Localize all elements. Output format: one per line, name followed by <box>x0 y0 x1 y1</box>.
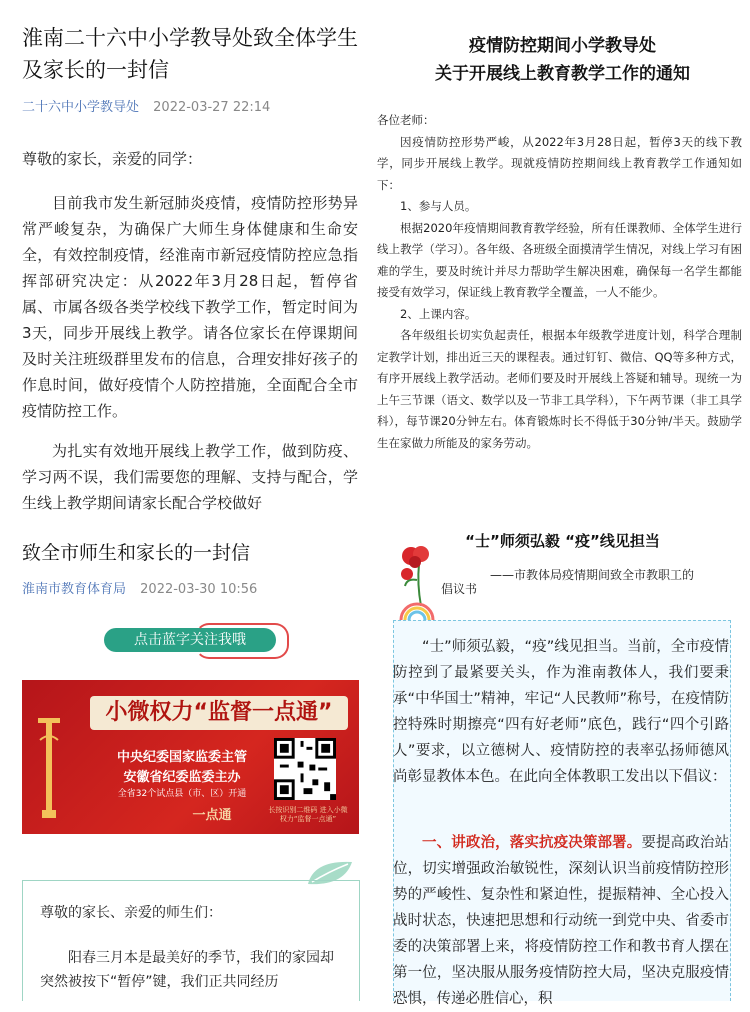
page-title: 淮南二十六中小学教导处致全体学生及家长的一封信 <box>22 26 358 82</box>
proposal-point <box>393 830 729 1012</box>
notice-heading: 1、参与人员。 <box>400 199 477 213</box>
author-link[interactable]: 淮南市教育体育局 <box>22 582 127 597</box>
panel-notice-online-teaching <box>375 0 750 500</box>
body-paragraph: 目前我市发生新冠肺炎疫情，疫情防控形势异常严峻复杂，为确保广大师生身体健康和生命安全，有效控制疫情，经淮南市新冠疫情防控应急指挥部研究决定：从2022年3月28日起，暂停省属、市属各级各类学校线下教学工作，暂定时间为3天，同步开展线上教学。请各位家长在停课期间及时关注班级群里发布的信息，合理安排好孩子的作息时间，做好疫情个人防控措施，全面配合全市疫情防控工作。 <box>22 194 358 420</box>
ad-banner[interactable] <box>22 680 359 834</box>
notice-body <box>377 110 742 454</box>
notice-paragraph: 因疫情防控形势严峻，从2022年3月28日起，暂停3天的线下教学，同步开展线上教学。现就疫情防控期间线上教育教学工作通知如下： <box>377 134 742 192</box>
carnation-flower-icon <box>393 544 441 608</box>
qr-caption: 长按识别二维码 进入小微权力“监督一点通” <box>268 806 348 823</box>
follow-button[interactable]: 点击蓝字关注我哦 <box>104 628 276 652</box>
article-meta <box>22 96 270 115</box>
notice-title-line1: 疫情防控期间小学教导处 <box>469 36 656 56</box>
qr-code-icon[interactable] <box>274 738 336 800</box>
banner-line: 中央纪委国家监委主管 <box>116 750 247 765</box>
highlight-ring <box>195 623 289 659</box>
banner-line: 安徽省纪委监委主办 <box>123 770 241 785</box>
publish-time: 2022-03-30 10:56 <box>140 582 258 597</box>
banner-logo: 一点通 <box>192 808 232 823</box>
banner-line: 全省32个试点县（市、区）开通 <box>117 789 247 799</box>
salutation: 各位老师： <box>377 113 435 127</box>
notice-paragraph: 根据2020年疫情期间教育教学经验，所有任课教师、全体学生进行线上教学（学习）。各年级、各班级全面摸清学生情况，对线上学习有困难的学生，要及时统计并尽力帮助学生解决困难，确保每一名学生都能接受有效学习，保证线上教育教学全覆盖，一人不能少。 <box>377 220 742 299</box>
article-meta <box>22 578 257 597</box>
rainbow-icon <box>398 600 436 622</box>
point-heading: 一、讲政治，落实抗疫决策部署。 <box>422 835 642 851</box>
proposal-title: “士”师须弘毅 “疫”线见担当 <box>465 532 660 550</box>
publish-time: 2022-03-27 22:14 <box>153 100 271 115</box>
author-link[interactable]: 二十六中小学教导处 <box>22 100 140 115</box>
proposal-paragraph: “士”师须弘毅，“疫”线见担当。当前，全市疫情防控到了最紧要关头，作为淮南教体人，我们要秉承“中华国士”精神，牢记“人民教师”称号，在疫情防控特殊时期擦亮“四有好老师”底色，践行“四个引路人”要求，以立德树人、疫情防控的表率弘扬师德风尚彰显教体本色。在此向全体教职工发出以下倡议： <box>393 639 729 785</box>
huabiao-pillar-icon <box>36 710 62 820</box>
greeting: 尊敬的家长、亲爱的师生们： <box>40 905 222 921</box>
body-paragraph: 为扎实有效地开展线上教学工作，做到防疫、学习两不误，我们需要您的理解、支持与配合，学生线上教学期间请家长配合学校做好 <box>22 442 358 512</box>
notice-paragraph: 各年级组长切实负起责任，根据本年级教学进度计划，科学合理制定教学计划，排出近三天的课程表。通过钉钉、微信、QQ等多种方式，有序开展线上教学活动。老师们要及时开展线上答疑和辅导。现统一为上午三节课（语文、数学以及一节非工具学科），下午两节课（非工具学科），每节课20分钟左右。体育锻炼时长不得低于30分钟/半天。鼓励学生在家做力所能及的家务劳动。 <box>377 328 742 450</box>
greeting: 尊敬的家长，亲爱的同学： <box>22 150 203 168</box>
body-paragraph: 阳春三月本是最美好的季节，我们的家园却突然被按下“暂停”键，我们正共同经历 <box>40 950 334 990</box>
proposal-subtitle: 倡议书 <box>441 582 478 596</box>
notice-title-line2: 关于开展线上教育教学工作的通知 <box>435 64 690 84</box>
article-title: 致全市师生和家长的一封信 <box>22 542 251 564</box>
point-body: 要提高政治站位，切实增强政治敏锐性，深刻认识当前疫情防控形势的严峻性、复杂性和紧迫性，提振精神、全心投入战时状态，快速把思想和行动统一到党中央、省委市委的决策部署上来，将疫情防控工作和教书育人摆在第一位，坚决服从服务疫情防控大局，坚决克服疫情恐惧，传递必胜信心，积 <box>393 835 729 1007</box>
proposal-subtitle: ——市教体局疫情期间致全市教职工的 <box>490 568 695 582</box>
banner-headline: 小微权力“监督一点通” <box>90 696 348 730</box>
panel-letter-26th-school <box>0 0 375 512</box>
notice-heading: 2、上课内容。 <box>400 306 477 321</box>
